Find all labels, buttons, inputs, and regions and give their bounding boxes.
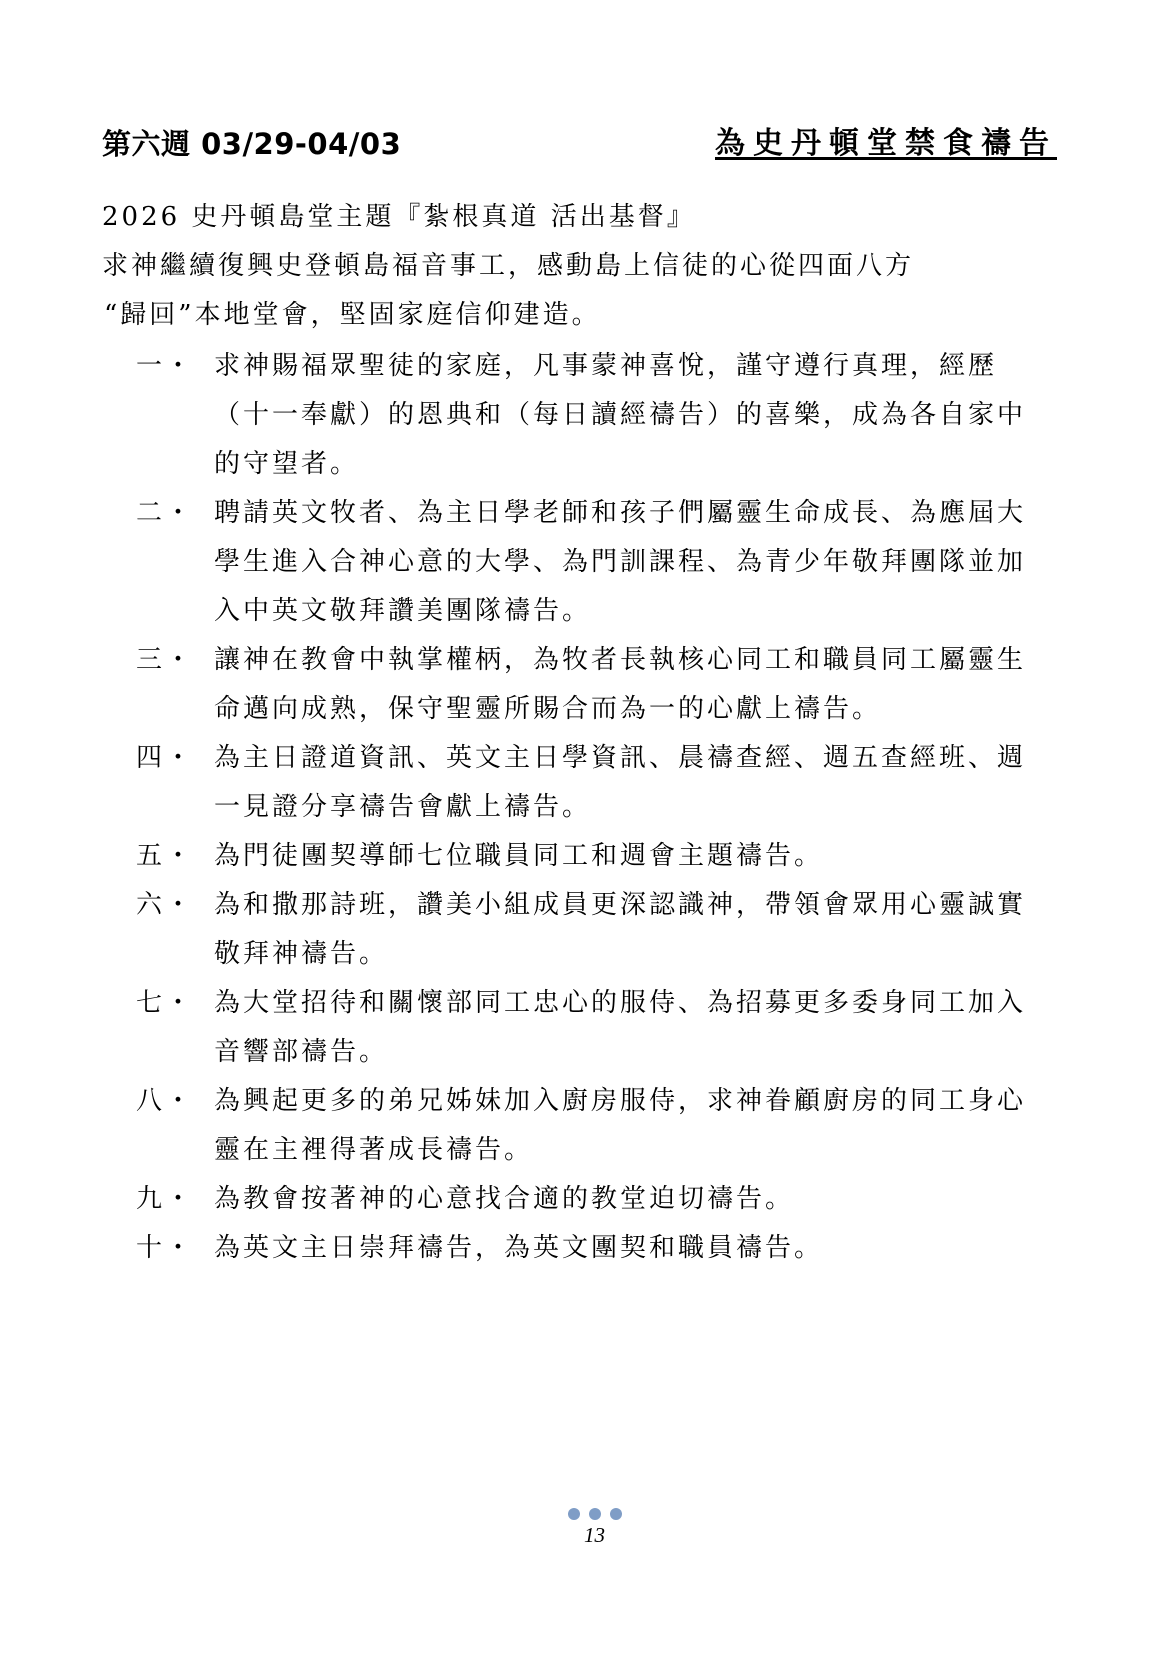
intro-section bbox=[102, 193, 1052, 340]
three-dots-icon bbox=[20, 1508, 1169, 1520]
week-title: 第六週 03/29-04/03 bbox=[102, 127, 402, 161]
item-text: 為主日證道資訊、英文主日學資訊、晨禱查經、週五查經班、週一見證分享禱告會獻上禱告。 bbox=[214, 743, 1027, 822]
prayer-title: 為史丹頓堂禁食禱告 bbox=[715, 126, 1057, 161]
item-marker: 七・ bbox=[136, 988, 195, 1018]
dot-icon bbox=[589, 1508, 601, 1520]
item-marker: 一・ bbox=[136, 351, 195, 381]
item-text: 為英文主日崇拜禱告，為英文團契和職員禱告。 bbox=[214, 1233, 824, 1263]
item-marker: 二・ bbox=[136, 498, 195, 528]
item-marker: 九・ bbox=[136, 1184, 195, 1214]
prayer-items-list bbox=[136, 342, 1051, 1273]
theme-line: 2026 史丹頓島堂主題『紮根真道 活出基督』 bbox=[102, 202, 696, 232]
dot-icon bbox=[610, 1508, 622, 1520]
list-item bbox=[136, 881, 1051, 979]
page-heading bbox=[102, 124, 1057, 174]
list-item bbox=[136, 832, 1051, 881]
item-text: 求神賜福眾聖徒的家庭，凡事蒙神喜悅，謹守遵行真理，經歷（十一奉獻）的恩典和（每日讀經禱告）的喜樂，成為各自家中的守望者。 bbox=[214, 351, 1027, 479]
intro-line-2: “歸回”本地堂會，堅固家庭信仰建造。 bbox=[104, 300, 601, 330]
item-text: 聘請英文牧者、為主日學老師和孩子們屬靈生命成長、為應屆大學生進入合神心意的大學、為門訓課程、為青少年敬拜團隊並加入中英文敬拜讚美團隊禱告。 bbox=[214, 498, 1027, 626]
list-item bbox=[136, 342, 1051, 489]
item-marker: 六・ bbox=[136, 890, 195, 920]
item-marker: 三・ bbox=[136, 645, 195, 675]
page-footer bbox=[0, 1508, 1169, 1548]
item-text: 讓神在教會中執掌權柄，為牧者長執核心同工和職員同工屬靈生命邁向成熟，保守聖靈所賜合而為一的心獻上禱告。 bbox=[214, 645, 1027, 724]
item-marker: 十・ bbox=[136, 1233, 195, 1263]
item-marker: 八・ bbox=[136, 1086, 195, 1116]
list-item bbox=[136, 979, 1051, 1077]
list-item bbox=[136, 1175, 1051, 1224]
item-text: 為興起更多的弟兄姊妹加入廚房服侍，求神眷顧廚房的同工身心靈在主裡得著成長禱告。 bbox=[214, 1086, 1027, 1165]
dot-icon bbox=[568, 1508, 580, 1520]
intro-line-1: 求神繼續復興史登頓島福音事工，感動島上信徒的心從四面八方 bbox=[102, 251, 915, 281]
item-marker: 五・ bbox=[136, 841, 195, 871]
list-item bbox=[136, 1077, 1051, 1175]
list-item bbox=[136, 1224, 1051, 1273]
item-text: 為門徒團契導師七位職員同工和週會主題禱告。 bbox=[214, 841, 824, 871]
item-text: 為和撒那詩班，讚美小組成員更深認識神，帶領會眾用心靈誠實敬拜神禱告。 bbox=[214, 890, 1027, 969]
item-text: 為大堂招待和關懷部同工忠心的服侍、為招募更多委身同工加入音響部禱告。 bbox=[214, 988, 1027, 1067]
item-marker: 四・ bbox=[136, 743, 195, 773]
list-item bbox=[136, 489, 1051, 636]
page-number: 13 bbox=[584, 1523, 605, 1547]
list-item bbox=[136, 636, 1051, 734]
item-text: 為教會按著神的心意找合適的教堂迫切禱告。 bbox=[214, 1184, 795, 1214]
list-item bbox=[136, 734, 1051, 832]
